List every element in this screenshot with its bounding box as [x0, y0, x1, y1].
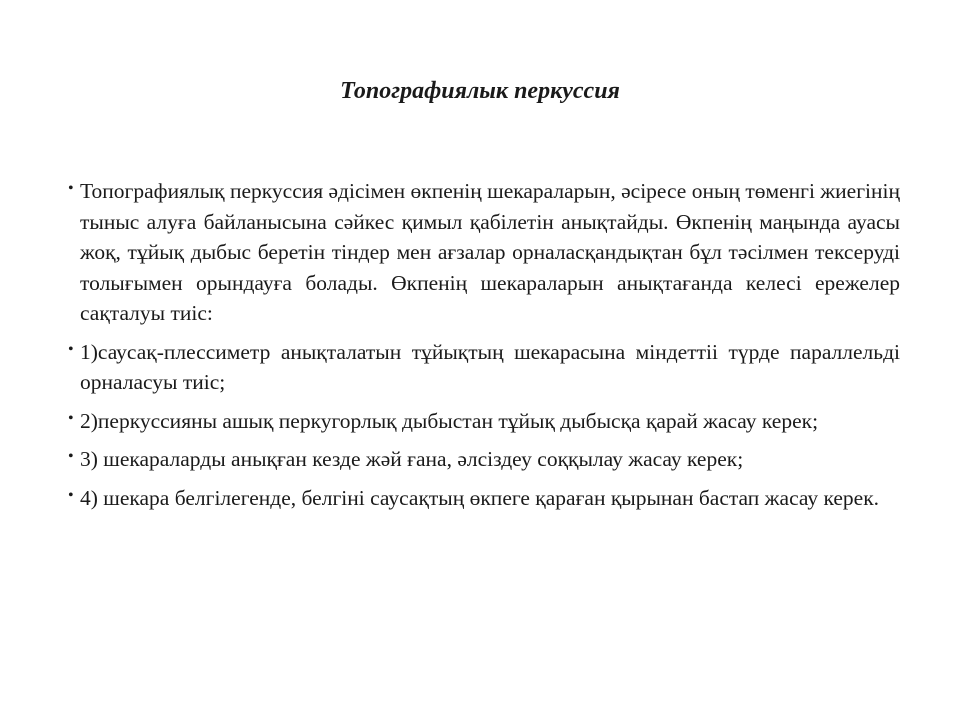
bullet-item-4	[62, 444, 900, 475]
bullet-icon: •	[68, 486, 74, 504]
bullet-text: 3) шекараларды анықған кезде жәй ғана, әлсіздеу соққылау жасау керек;	[80, 447, 744, 471]
bullet-icon: •	[68, 340, 74, 358]
bullet-icon: •	[68, 448, 74, 465]
bullet-text: 1)саусақ-плессиметр анықталатын тұйықтың шекарасына міндеттіі түрде параллельді орналасуы тиіс;	[80, 339, 900, 394]
bullet-text: 2)перкуссияны ашық перкугорлық дыбыстан тұйық дыбысқа қарай жасау керек;	[80, 408, 819, 433]
bullet-icon: •	[68, 409, 74, 427]
bullet-icon: •	[68, 180, 74, 197]
bullet-text: Топографиялық перкуссия әдісімен өкпенің шекараларын, әсіресе оның төменгі жиегінің тыныс алуға байланысына сәйкес қимыл қабілетін анықтайды. Өкпенің маңында ауасы жоқ, тұйық дыбыс беретін тіндер мен ағзалар орналасқандықтан бұл тәсілмен тексеруді толығымен орындауға болады. Өкпенің шекараларын анықтағанда келесі ережелер сақталуы тиіс:	[80, 179, 900, 325]
bullet-list	[62, 176, 900, 521]
bullet-text: 4) шекара белгілегенде, белгіні саусақтың өкпеге қараған қырынан бастап жасау керек.	[80, 485, 880, 510]
bullet-item-2	[62, 337, 900, 398]
slide-title: Топографиялык перкуссия	[340, 78, 620, 104]
bullet-item-1	[62, 176, 900, 329]
bullet-item-5	[62, 483, 900, 514]
bullet-item-3	[62, 406, 900, 437]
